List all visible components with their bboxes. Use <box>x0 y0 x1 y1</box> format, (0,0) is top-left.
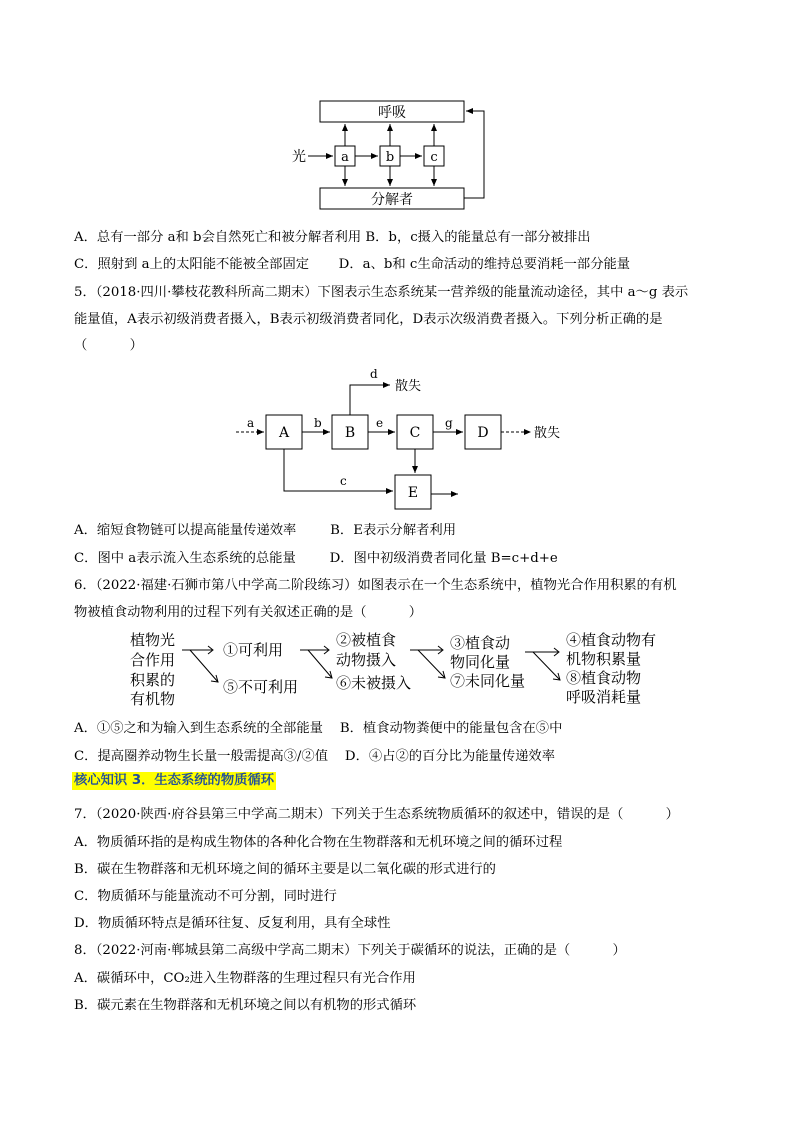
q5-stem-line-2: 能量值，A表示初级消费者摄入，B表示初级消费者同化，D表示次级消费者摄入。下列分析正确的是 <box>74 312 663 327</box>
node-5-unusable: ⑤不可利用 <box>223 678 299 696</box>
flow-g-label: g <box>445 416 453 430</box>
q7-option-d: D．物质循环特点是循环往复、反复利用，具有全球性 <box>74 916 391 931</box>
q6-stem-line-1: 6．（2022·福建·石狮市第八中学高二阶段练习）如图表示在一个生态系统中，植物光合作用积累的有机 <box>74 578 677 593</box>
node-2-line-1: ②被植食 <box>336 631 397 649</box>
q5-stem-line-3: （ ） <box>74 338 143 353</box>
node-8-line-2: 呼吸消耗量 <box>566 688 642 706</box>
node-8-line-1: ⑧植食动物 <box>566 669 642 687</box>
q6-option-line-2: C．提高圈养动物生长量一般需提高③/②值 D．④占②的百分比为能量传递效率 <box>74 749 556 764</box>
box-A-label: A <box>278 425 290 441</box>
q5-option-line-1: A．缩短食物链可以提高能量传递效率 B．E表示分解者利用 <box>74 523 457 538</box>
flow-a-label: a <box>247 416 255 430</box>
decomposer-label: 分解者 <box>371 192 413 208</box>
node-4-line-2: 机物积累量 <box>566 650 642 668</box>
q7-stem: 7．（2020·陕西·府谷县第三中学高二期末）下列关于生态系统物质循环的叙述中，错误的是（ ） <box>74 807 679 822</box>
section-heading: 核心知识 3．生态系统的物质循环 <box>74 773 275 788</box>
node-1-usable: ①可利用 <box>223 641 284 659</box>
q5-option-line-2: C．图中 a表示流入生态系统的总能量 D．图中初级消费者同化量 B=c+d+e <box>74 551 558 566</box>
node-c-label: c <box>430 150 438 165</box>
source-line-4: 有机物 <box>130 690 176 708</box>
node-7-not-assimilated: ⑦未同化量 <box>450 672 526 690</box>
flow-e-label: e <box>376 416 384 430</box>
source-line-1: 植物光 <box>130 631 176 649</box>
light-label: 光 <box>292 149 306 165</box>
q6-option-line-1: A．①⑤之和为输入到生态系统的全部能量 B．植食动物粪便中的能量包含在⑤中 <box>74 721 563 736</box>
q8-option-b: B．碳元素在生物群落和无机环境之间以有机物的形式循环 <box>74 998 417 1013</box>
q7-option-b: B．碳在生物群落和无机环境之间的循环主要是以二氧化碳的形式进行的 <box>74 862 496 877</box>
node-b-label: b <box>385 150 395 165</box>
loss-label-2: 散失 <box>534 426 561 441</box>
q4-option-line-2: C．照射到 a上的太阳能不能被全部固定 D．a、b和 c生命活动的维持总要消耗一部分能量 <box>74 257 631 272</box>
node-a-label: a <box>341 150 349 165</box>
node-6-not-eaten: ⑥未被摄入 <box>336 674 412 692</box>
q4-option-line-1: A．总有一部分 a和 b会自然死亡和被分解者利用 B．b，c摄入的能量总有一部分被排出 <box>74 230 591 245</box>
source-line-2: 合作用 <box>130 651 176 669</box>
q5-stem-line-1: 5．（2018·四川·攀枝花教科所高二期末）下图表示生态系统某一营养级的能量流动途径，其中 a～g 表示 <box>74 285 689 300</box>
box-D-label: D <box>477 425 489 441</box>
node-2-line-2: 动物摄入 <box>336 651 397 669</box>
respiration-label: 呼吸 <box>378 105 406 121</box>
loss-label-1: 散失 <box>395 379 422 394</box>
q8-option-a: A．碳循环中，CO₂进入生物群落的生理过程只有光合作用 <box>74 971 416 986</box>
flow-c-label: c <box>340 474 347 488</box>
box-B-label: B <box>344 425 356 441</box>
source-line-3: 积累的 <box>130 671 176 689</box>
box-E-label: E <box>407 485 419 501</box>
node-3-line-1: ③植食动 <box>450 634 511 652</box>
flow-d-label: d <box>370 367 378 381</box>
figure-energy-flow-2 <box>230 365 590 515</box>
flow-b-label: b <box>314 416 322 430</box>
q8-stem: 8．（2022·河南·郸城县第二高级中学高二期末）下列关于碳循环的说法，正确的是（ ） <box>74 943 626 958</box>
node-4-line-1: ④植食动物有 <box>566 631 657 649</box>
q6-stem-line-2: 物被植食动物利用的过程下列有关叙述正确的是（ ） <box>74 605 423 620</box>
figure-energy-use-branches <box>120 628 680 714</box>
box-C-label: C <box>409 425 421 441</box>
q7-option-c: C．物质循环与能量流动不可分割，同时进行 <box>74 889 337 904</box>
node-3-line-2: 物同化量 <box>450 653 511 671</box>
q7-option-a: A．物质循环指的是构成生物体的各种化合物在生物群落和无机环境之间的循环过程 <box>74 835 563 850</box>
figure-energy-flow-1 <box>280 95 500 215</box>
